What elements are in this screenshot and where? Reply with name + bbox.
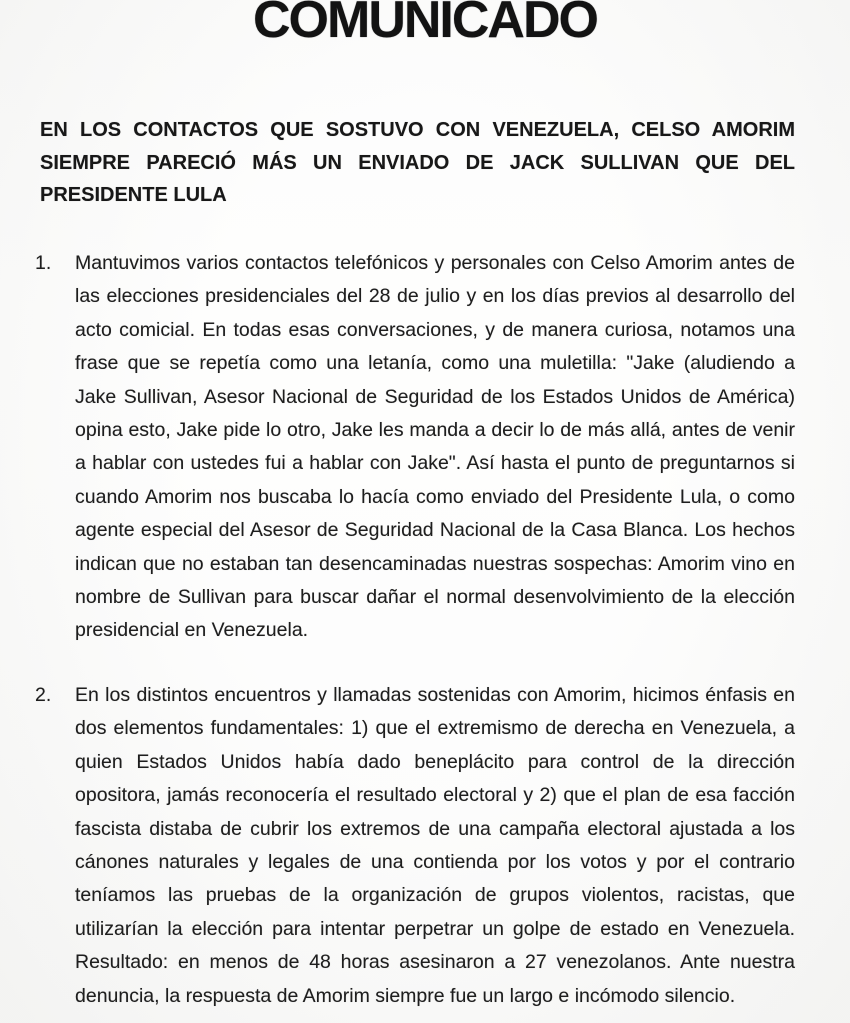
list-item-number: 2. [35,684,52,706]
list-item [35,247,795,648]
list-item-text: Mantuvimos varios contactos telefónicos y personales con Celso Amorim antes de las elecciones presidenciales del 28 de julio y en los días previos al desarrollo del acto comicial. En todas esas conversaciones, y de manera curiosa, notamos una frase que se repetía como una letanía, como una muletilla: "Jake (aludiendo a Jake Sullivan, Asesor Nacional de Seguridad de los Estados Unidos de América) opina esto, Jake pide lo otro, Jake les manda a decir lo de más allá, antes de venir a hablar con ustedes fui a hablar con Jake". Así hasta el punto de preguntarnos si cuando Amorim nos buscaba lo hacía como enviado del Presidente Lula, o como agente especial del Asesor de Seguridad Nacional de la Casa Blanca. Los hechos indican que no estaban tan desencaminadas nuestras sospechas: Amorim vino en nombre de Sullivan para buscar dañar el normal desenvolvimiento de la elección presidencial en Venezuela. [75,252,795,642]
list-item-text: En los distintos encuentros y llamadas sostenidas con Amorim, hicimos énfasis en dos elementos fundamentales: 1) que el extremismo de derecha en Venezuela, a quien Estados Unidos había dado beneplácito para control de la dirección opositora, jamás reconocería el resultado electoral y 2) que el plan de esa facción fascista distaba de cubrir los extremos de una campaña electoral ajustada a los cánones naturales y legales de una contienda por los votos y por el contrario teníamos las pruebas de la organización de grupos violentos, racistas, que utilizarían la elección para intentar perpetrar un golpe de estado en Venezuela. Resultado: en menos de 48 horas asesinaron a 27 venezolanos. Ante nuestra denuncia, la respuesta de Amorim siempre fue un largo e incómodo silencio. [75,684,795,1007]
list-item-number: 1. [35,252,52,274]
list-item [35,679,795,1013]
document-subtitle: EN LOS CONTACTOS QUE SOSTUVO CON VENEZUELA, CELSO AMORIM SIEMPRE PARECIÓ MÁS UN ENVIADO DE JACK SULLIVAN QUE DEL PRESIDENTE LULA [40,119,795,206]
document-title: COMUNICADO [253,0,597,49]
